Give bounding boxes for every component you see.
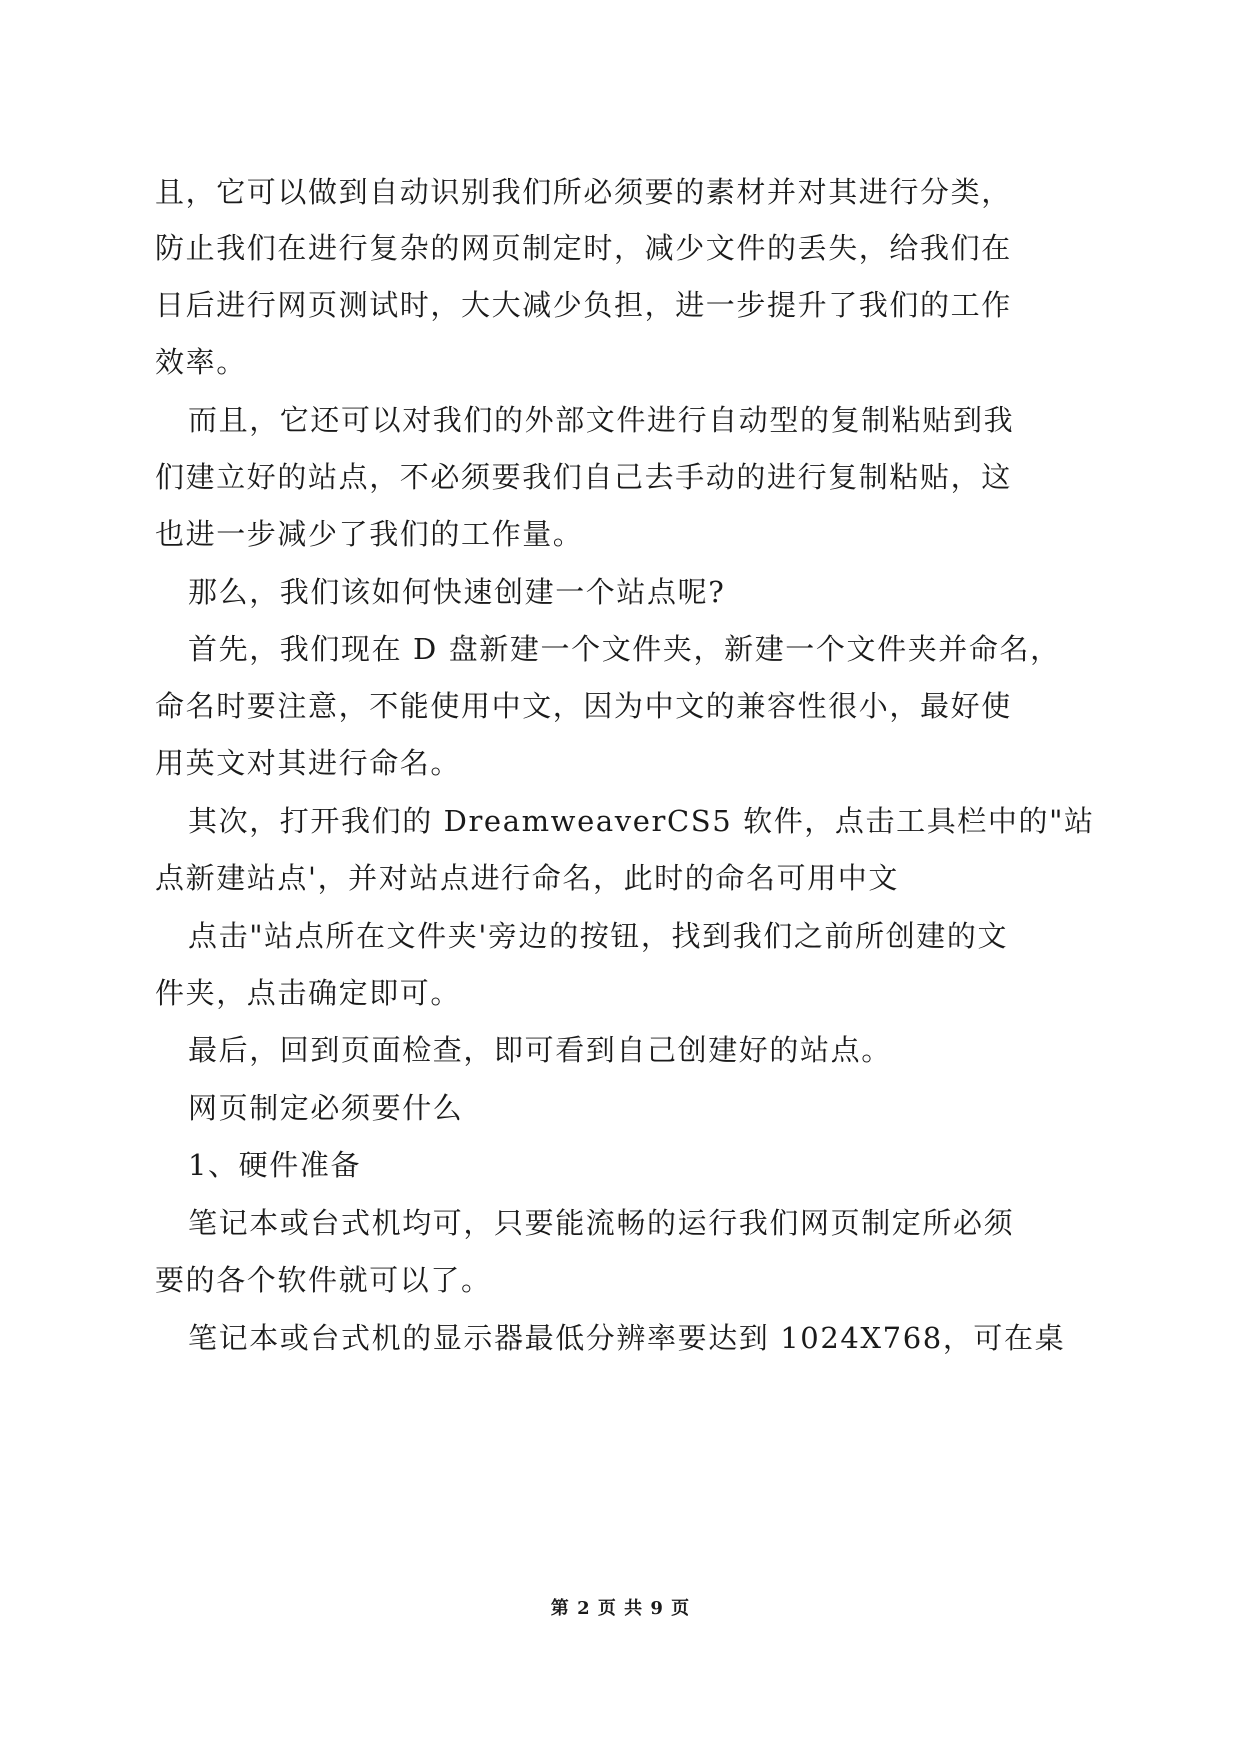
body-line: 日后进行网页测试时，大大减少负担，进一步提升了我们的工作 (155, 288, 1012, 322)
body-line: 那么，我们该如何快速创建一个站点呢? (188, 575, 726, 609)
body-line: 首先，我们现在 D 盘新建一个文件夹，新建一个文件夹并命名， (188, 632, 1061, 666)
body-line: 也进一步减少了我们的工作量。 (155, 517, 584, 551)
body-line: 效率。 (155, 345, 247, 379)
page-number: 第 2 页 共 9 页 (550, 1598, 691, 1619)
body-line: 而且，它还可以对我们的外部文件进行自动型的复制粘贴到我 (188, 403, 1015, 437)
subsection-heading: 1、硬件准备 (188, 1148, 362, 1182)
body-line: 其次，打开我们的 DreamweaverCS5 软件，点击工具栏中的"站 (188, 804, 1095, 838)
body-line: 点击"站点所在文件夹'旁边的按钮，找到我们之前所创建的文 (188, 919, 1009, 953)
body-line: 件夹，点击确定即可。 (155, 976, 462, 1010)
body-line: 且，它可以做到自动识别我们所必须要的素材并对其进行分类， (155, 175, 1012, 209)
body-line: 们建立好的站点，不必须要我们自己去手动的进行复制粘贴，这 (155, 460, 1012, 494)
body-line: 要的各个软件就可以了。 (155, 1263, 492, 1297)
body-line: 笔记本或台式机均可，只要能流畅的运行我们网页制定所必须 (188, 1206, 1015, 1240)
body-line: 命名时要注意，不能使用中文，因为中文的兼容性很小，最好使 (155, 689, 1012, 723)
body-line: 最后，回到页面检查，即可看到自己创建好的站点。 (188, 1033, 892, 1067)
body-line: 用英文对其进行命名。 (155, 746, 462, 780)
body-line: 点新建站点'，并对站点进行命名，此时的命名可用中文 (155, 861, 899, 895)
section-heading: 网页制定必须要什么 (188, 1091, 464, 1125)
body-line: 笔记本或台式机的显示器最低分辨率要达到 1024X768，可在桌 (188, 1321, 1066, 1355)
body-line: 防止我们在进行复杂的网页制定时，减少文件的丢失，给我们在 (155, 231, 1012, 265)
